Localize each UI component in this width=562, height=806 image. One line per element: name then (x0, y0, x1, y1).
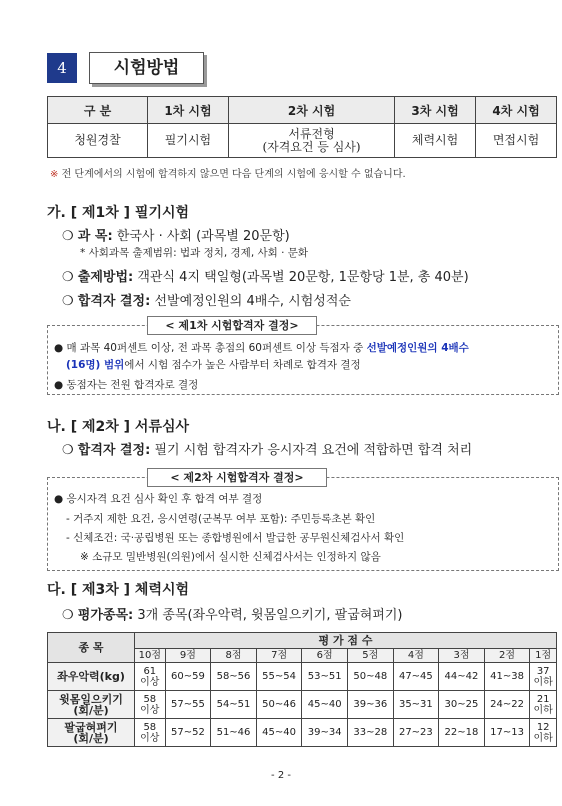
table-row (48, 124, 557, 158)
criteria-highlight: 선발예정인원의 4배수 (366, 342, 469, 354)
section-title: 시험방법 (89, 52, 204, 84)
subject-note: * 사회과목 출제범위: 법과 정치, 경제, 사회 · 문화 (80, 247, 309, 259)
table-cell: 청원경찰 (48, 124, 148, 158)
table-header-cell: 3차 시험 (395, 97, 476, 124)
table-cell: 17~13 (484, 719, 530, 747)
criteria-text-cont: 에서 시험 점수가 높은 사람부터 차례로 합격자 결정 (124, 359, 361, 371)
table-cell: 22~18 (439, 719, 485, 747)
table-cell: 33~28 (347, 719, 393, 747)
table-cell-sub: (자격요건 등 심사) (262, 139, 361, 154)
row-header-cell: 윗몸일으키기 (회/분) (48, 691, 135, 719)
dot-bullet-icon: ● (54, 379, 64, 391)
table-cell: 37 이하 (530, 663, 557, 691)
circle-bullet-icon: ❍ (62, 608, 74, 623)
table-cell: 30~25 (439, 691, 485, 719)
table-group-header: 평 가 점 수 (135, 633, 557, 649)
pass-value: 선발예정인원의 4배수, 시험성적순 (154, 294, 351, 309)
subject-label: 과 목: (77, 229, 113, 244)
table-cell: 45~40 (302, 691, 348, 719)
row-header-cell: 좌우악력(kg) (48, 663, 135, 691)
table-cell: 45~40 (256, 719, 302, 747)
table-cell: 21 이하 (530, 691, 557, 719)
item-value: 3개 종목(좌우악력, 윗몸일으키기, 팔굽혀펴기) (137, 608, 403, 623)
table-cell: 12 이하 (530, 719, 557, 747)
section-heading-2: 나. [ 제2차 ] 서류심사 (47, 419, 190, 435)
criteria-highlight-count: (16명) 범위 (66, 359, 125, 371)
dot-bullet-icon: ● (54, 493, 64, 505)
criteria-text: 매 과목 40퍼센트 이상, 전 과목 총점의 60퍼센트 이상 득점자 중 (66, 342, 367, 354)
table-cell: 55~54 (256, 663, 302, 691)
score-header-cell: 2점 (484, 649, 530, 663)
table-cell: 51~46 (211, 719, 257, 747)
fitness-score-table (47, 632, 557, 747)
subject-value: 한국사 · 사회 (과목별 20문항) (116, 229, 290, 244)
score-header-cell: 6점 (302, 649, 348, 663)
table-corner-cell: 종 목 (48, 633, 135, 663)
circle-bullet-icon: ❍ (62, 270, 74, 285)
table-cell: 60~59 (165, 663, 211, 691)
table-cell: 57~55 (165, 691, 211, 719)
pass-criteria-tag-2: < 제2차 시험합격자 결정> (147, 468, 327, 487)
table-cell: 54~51 (211, 691, 257, 719)
table-cell: 35~31 (393, 691, 439, 719)
criteria-bullet-1 (54, 340, 554, 374)
table-row (48, 691, 557, 719)
score-header-cell: 9점 (165, 649, 211, 663)
criteria-text: 응시자격 요건 심사 확인 후 합격 여부 결정 (66, 493, 263, 505)
table-header-cell: 1차 시험 (148, 97, 229, 124)
table-cell: 44~42 (439, 663, 485, 691)
table-cell: 53~51 (302, 663, 348, 691)
table-row (48, 663, 557, 691)
circle-bullet-icon: ❍ (62, 229, 74, 244)
table-cell-main: 서류전형 (288, 126, 335, 141)
criteria-text: 동점자는 전원 합격자로 결정 (66, 379, 199, 391)
item-line (62, 604, 403, 623)
table-header-cell: 4차 시험 (476, 97, 557, 124)
method-label: 출제방법: (77, 270, 134, 285)
pass-label: 합격자 결정: (77, 443, 151, 458)
table-header-cell: 구 분 (48, 97, 148, 124)
table-cell: 27~23 (393, 719, 439, 747)
table-cell: 39~36 (347, 691, 393, 719)
table-cell: 면접시험 (476, 124, 557, 158)
table-cell (228, 124, 394, 158)
table-cell: 50~46 (256, 691, 302, 719)
table-cell: 58~56 (211, 663, 257, 691)
note-mark: ※ (50, 169, 59, 180)
section-number-badge: 4 (47, 53, 77, 83)
note-text: 전 단계에서의 시험에 합격하지 않으면 다음 단계의 시험에 응시할 수 없습니다. (61, 169, 406, 180)
pass-line (62, 290, 351, 309)
score-header-cell: 1점 (530, 649, 557, 663)
criteria-dash-2: - 신체조건: 국·공립병원 또는 종합병원에서 발급한 공무원신체검사서 확인 (66, 532, 405, 544)
dot-bullet-icon: ● (54, 342, 64, 354)
table-cell: 24~22 (484, 691, 530, 719)
subject-line (62, 225, 290, 244)
criteria-bullet-2 (54, 377, 198, 392)
section-heading-3: 다. [ 제3차 ] 체력시험 (47, 582, 190, 598)
table-row (48, 719, 557, 747)
table-cell: 47~45 (393, 663, 439, 691)
circle-bullet-icon: ❍ (62, 294, 74, 309)
table-header-cell: 2차 시험 (228, 97, 394, 124)
pass-line-2 (62, 439, 472, 458)
table-cell: 41~38 (484, 663, 530, 691)
score-header-cell: 5점 (347, 649, 393, 663)
table-cell: 58 이상 (135, 719, 166, 747)
score-header-cell: 7점 (256, 649, 302, 663)
table-header-row (48, 633, 557, 649)
pass-value: 필기 시험 합격자가 응시자격 요건에 적합하면 합격 처리 (154, 443, 473, 458)
criteria-dash-1: - 거주지 제한 요건, 응시연령(군복무 여부 포함): 주민등록초본 확인 (66, 513, 376, 525)
method-value: 객관식 4지 택일형(과목별 20문항, 1문항당 1분, 총 40분) (137, 270, 469, 285)
row-header-cell: 팔굽혀펴기 (회/분) (48, 719, 135, 747)
score-header-cell: 10점 (135, 649, 166, 663)
criteria-bullet-1 (54, 491, 262, 506)
table-cell: 체력시험 (395, 124, 476, 158)
pass-criteria-tag-1: < 제1차 시험합격자 결정> (147, 316, 317, 335)
stage-note (50, 165, 406, 180)
item-label: 평가종목: (77, 608, 134, 623)
table-header-row (48, 97, 557, 124)
criteria-dash-2-note: ※ 소규모 밀반병원(의원)에서 실시한 신체검사서는 인정하지 않음 (80, 551, 381, 563)
table-cell: 39~34 (302, 719, 348, 747)
score-header-cell: 8점 (211, 649, 257, 663)
score-header-cell: 3점 (439, 649, 485, 663)
table-body (48, 663, 557, 747)
table-cell: 57~52 (165, 719, 211, 747)
score-header-cell: 4점 (393, 649, 439, 663)
page-number: - 2 - (271, 770, 291, 781)
exam-stage-table (47, 96, 557, 158)
table-cell: 필기시험 (148, 124, 229, 158)
section-heading-1: 가. [ 제1차 ] 필기시험 (47, 205, 190, 221)
table-cell: 61 이상 (135, 663, 166, 691)
table-cell: 58 이상 (135, 691, 166, 719)
pass-label: 합격자 결정: (77, 294, 151, 309)
table-cell: 50~48 (347, 663, 393, 691)
circle-bullet-icon: ❍ (62, 443, 74, 458)
method-line (62, 266, 469, 285)
